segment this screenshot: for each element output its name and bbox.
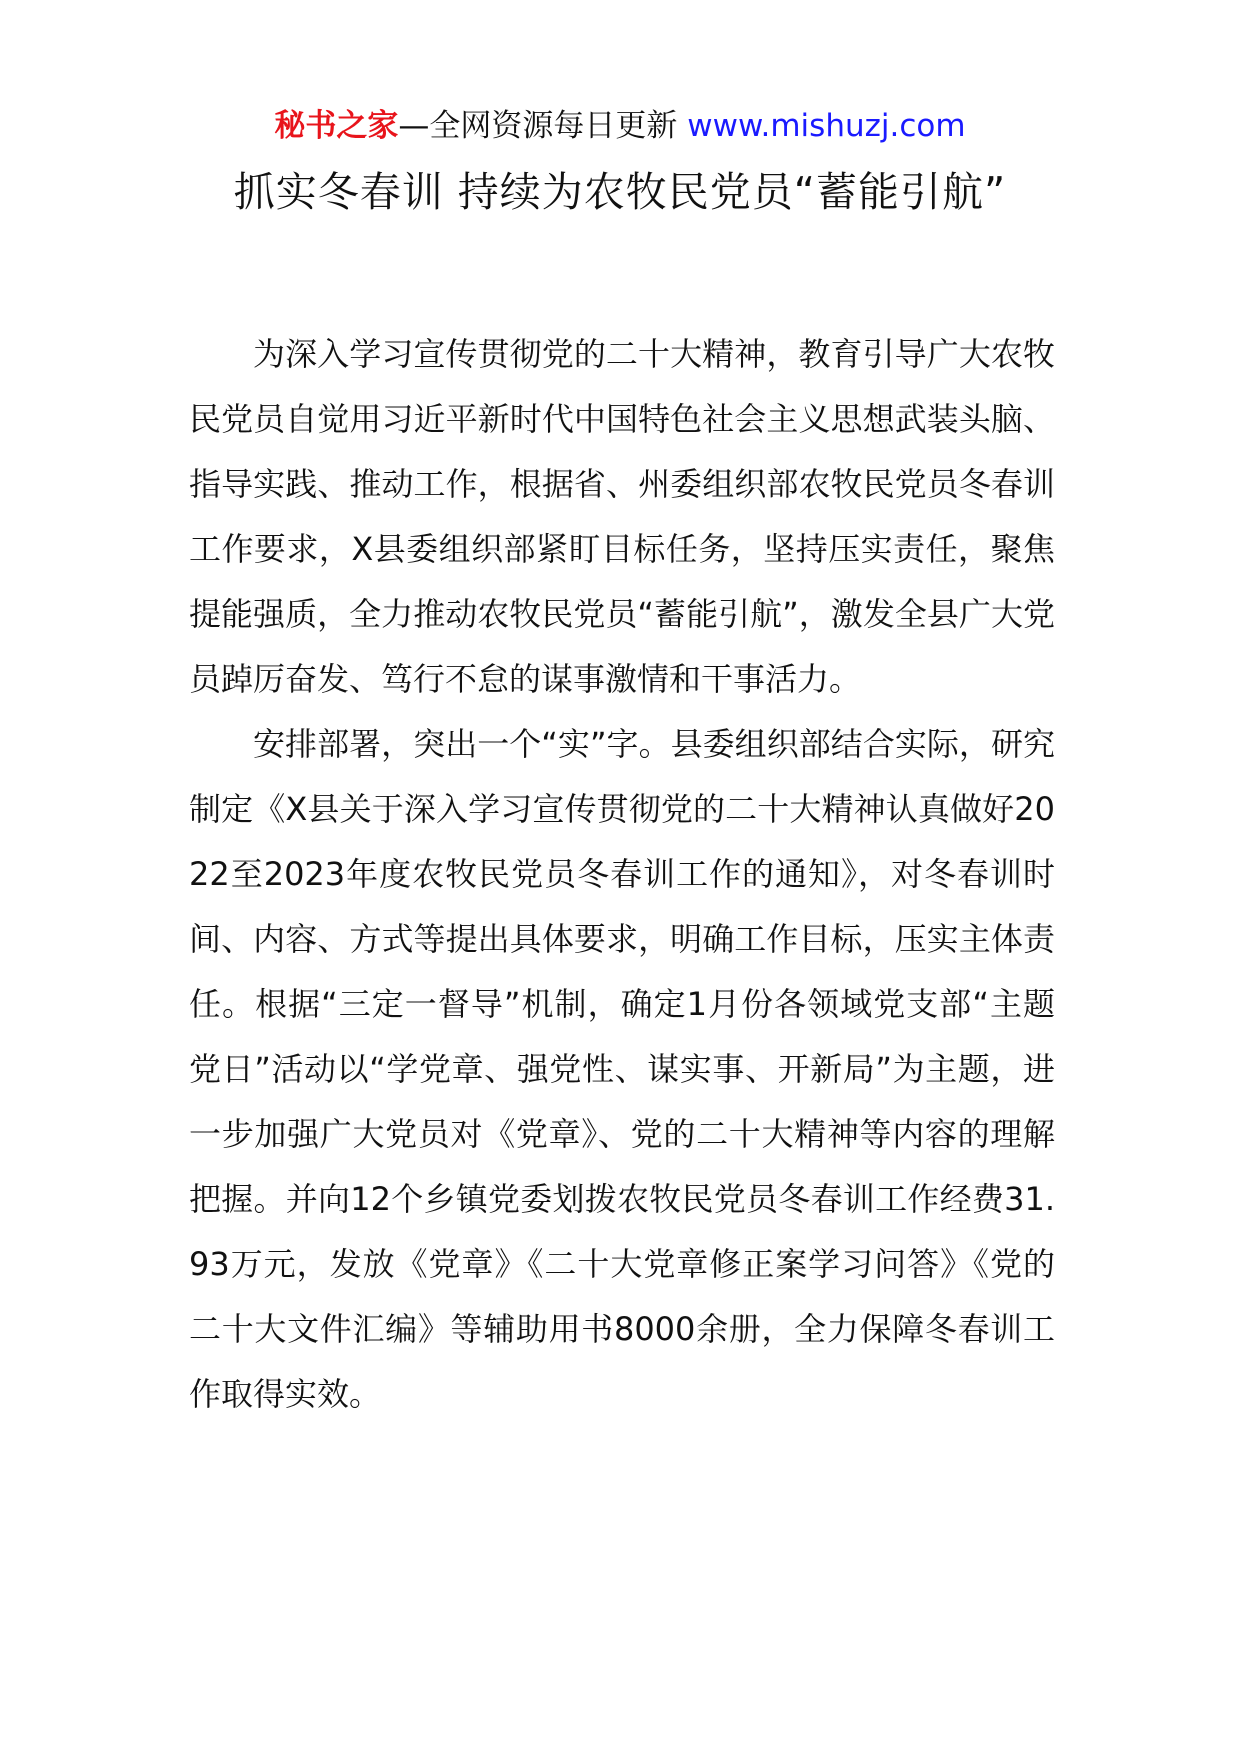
- document-title: 抓实冬春训 持续为农牧民党员“蓄能引航”: [233, 168, 1007, 216]
- site-brand: 秘书之家: [274, 108, 399, 144]
- site-header: [0, 104, 1240, 148]
- paragraph-2: 安排部署，突出一个“实”字。县委组织部结合实际，研究制定《X县关于深入学习宣传贯彻党的二十大精神认真做好2022至2023年度农牧民党员冬春训工作的通知》，对冬春训时间、内容、方式等提出具体要求，明确工作目标，压实主体责任。根据“三定一督导”机制，确定1月份各领域党支部“主题党日”活动以“学党章、强党性、谋实事、开新局”为主题，进一步加强广大党员对《党章》、党的二十大精神等内容的理解把握。并向12个乡镇党委划拨农牧民党员冬春训工作经费31.93万元，发放《党章》《二十大党章修正案学习问答》《党的二十大文件汇编》等辅助用书8000余册，全力保障冬春训工作取得实效。: [189, 725, 1055, 1413]
- site-tagline: —全网资源每日更新: [398, 108, 688, 144]
- paragraph-1: 为深入学习宣传贯彻党的二十大精神，教育引导广大农牧民党员自觉用习近平新时代中国特色社会主义思想武装头脑、指导实践、推动工作，根据省、州委组织部农牧民党员冬春训工作要求，X县委组织部紧盯目标任务，坚持压实责任，聚焦提能强质，全力推动农牧民党员“蓄能引航”，激发全县广大党员踔厉奋发、笃行不怠的谋事激情和干事活力。: [189, 335, 1055, 698]
- site-url-link[interactable]: www.mishuzj.com: [687, 108, 966, 144]
- document-body: [189, 322, 1055, 1427]
